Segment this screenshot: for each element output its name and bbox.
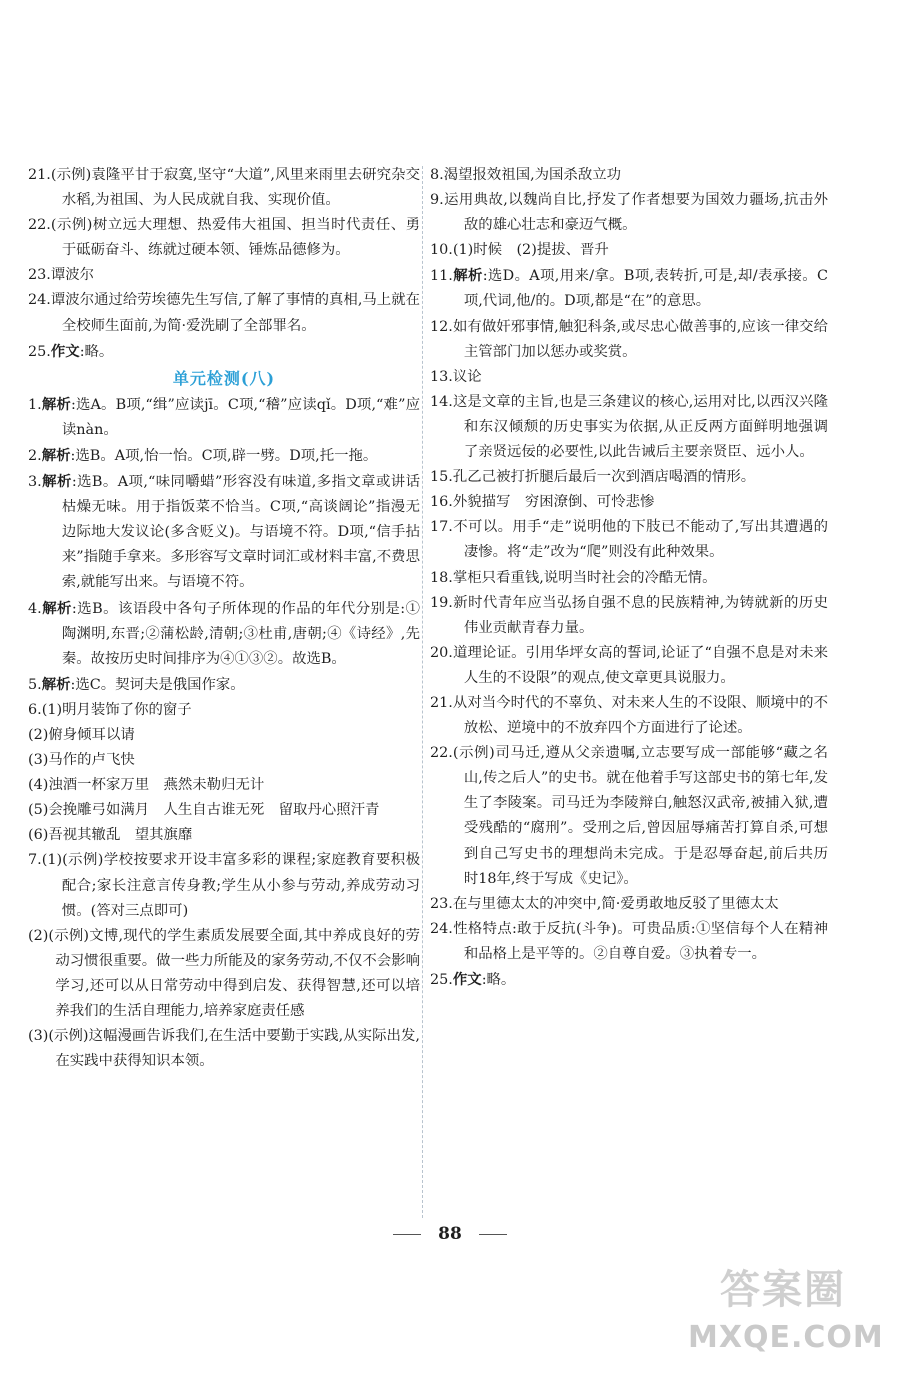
answer-number: 21. [28,167,51,183]
answer-text: (示例)树立远大理想、热爱伟大祖国、担当时代责任、勇于砥砺奋斗、练就过硬本领、锤炼品德修为。 [50,217,420,259]
answer-text: :选D。A项,用来/拿。B项,表转折,可是,却/表承接。C项,代词,他/的。D项,都是“在”的意思。 [463,268,828,310]
watermark-logo [688,1262,884,1380]
answer-item [28,773,420,798]
answer-number: 19. [430,594,453,611]
answer-text: :选B。A项,怡一怡。C项,辟一劈。D项,托一拖。 [70,447,378,464]
answer-number: 21. [430,694,453,711]
answer-item [430,465,828,490]
answer-text: (3)(示例)这幅漫画告诉我们,在生活中要勤于实践,从实际出发,在实践中获得知识本领。 [28,1028,420,1070]
answer-text: (示例)司马迁,遵从父亲遗嘱,立志要写成一部能够“藏之名山,传之后人”的史书。就在他着手写这部史书的第七年,发生了李陵案。司马迁为李陵辩白,触怒汉武帝,被捕入狱,遭受残酷的“腐刑”。受刑之后,曾因屈辱痛苦打算自杀,可想到自己写史书的理想尚未完成。于是忍辱奋起,前后共历时18年,终于写成《史记》。 [452,745,828,887]
answer-item [430,188,828,238]
left-column [28,163,420,1074]
watermark-url: MXQE.COM [688,1320,884,1355]
answer-item [430,163,828,188]
answer-text: 谭波尔 [50,267,95,284]
answer-keyword: 解析 [41,473,72,491]
answer-item [28,924,420,1024]
answer-number: 16. [430,494,453,511]
answer-item [430,566,828,591]
answer-number: 10. [430,242,453,259]
answer-keyword: 解析 [452,267,483,285]
answer-item [430,691,828,741]
answer-text: 新时代青年应当弘扬自强不息的民族精神,为铸就新的历史伟业贡献青春力量。 [452,594,828,636]
answer-text: (2)俯身倾耳以请 [28,726,135,743]
answer-number: 7. [28,852,42,869]
answer-number: 2. [28,447,42,464]
answer-item [430,238,828,263]
answer-text: 谭波尔通过给劳埃德先生写信,了解了事情的真相,马上就在全校师生面前,为简·爱洗刷了全部罪名。 [50,292,420,334]
answer-item [430,263,828,314]
answer-number: 22. [430,745,453,762]
question-6-answers [28,698,420,849]
answer-item [28,848,420,923]
right-column [430,163,828,993]
answer-text: (3)马作的卢飞快 [28,752,135,769]
answer-keyword: 作文 [50,342,80,360]
answer-text: :略。 [481,972,516,988]
answer-number: 23. [430,895,453,912]
answer-text: (1)(示例)学校按要求开设丰富多彩的课程;家庭教育要积极配合;家长注意言传身教;学生从小参与劳动,养成劳动习惯。(答对三点即可) [41,852,420,919]
answer-item [430,892,828,917]
answer-number: 14. [430,393,453,410]
answer-item [430,315,828,365]
answer-number: 25. [28,343,51,360]
answer-text: 议论 [452,368,482,385]
answer-text: :选B。A项,“味同嚼蜡”形容没有味道,多指文章或讲话枯燥无味。用于指饭菜不恰当。C项,“高谈阔论”指漫无边际地大发议论(多含贬义)。与语境不符。D项,“信手拈来”指随手拿来。多形容写文章时词汇或材料丰富,不费思索,就能写出来。与语境不符。 [61,474,420,591]
answer-number: 5. [28,676,42,693]
answer-number: 24. [28,292,51,309]
answer-number: 12. [430,318,453,335]
answer-text: 在与里德太太的冲突中,简·爱勇敢地反驳了里德太太 [452,895,779,912]
answer-number: 4. [28,600,42,617]
answer-text: 从对当今时代的不辜负、对未来人生的不设限、顺境中的不放松、逆境中的不放弃四个方面进行了论述。 [452,694,828,737]
answer-number: 25. [430,972,453,988]
answer-item [28,392,420,443]
answer-item [430,390,828,465]
answer-number: 9. [430,192,444,209]
answer-text: 不可以。用手“走”说明他的下肢已不能动了,写出其遭遇的凄惨。将“走”改为“爬”则没有此种效果。 [452,519,828,561]
answer-item [28,263,420,288]
answer-number: 11. [430,268,453,285]
question-7-answers [28,848,420,1074]
answer-item [28,213,420,263]
section-answer-list [28,392,420,698]
answer-text: 渴望报效祖国,为国杀敌立功 [443,167,621,183]
answer-item [430,490,828,515]
answer-keyword: 解析 [41,675,71,693]
answer-item [28,798,420,823]
section-title: 单元检测(八) [172,368,276,388]
answer-number: 13. [430,368,453,385]
answer-number: 15. [430,469,453,486]
answer-item [28,163,420,213]
answer-text: 外貌描写 穷困潦倒、可怜悲惨 [452,494,655,511]
answer-keyword: 解析 [41,446,71,464]
answer-item [28,288,420,338]
answer-text: (1)明月装饰了你的窗子 [41,701,192,718]
answer-number: 24. [430,920,453,937]
answer-number: 22. [28,217,51,234]
page-footer [0,1224,900,1244]
answer-item [430,365,828,390]
answer-text: :略。 [79,343,114,360]
answer-text: 这是文章的主旨,也是三条建议的核心,运用对比,以西汉兴隆和东汉倾颓的历史事实为依据,从正反两方面鲜明地强调了亲贤远佞的必要性,以此告诫后主要亲贤臣、远小人。 [452,393,828,461]
answer-item [28,339,420,365]
answer-text: (2)(示例)文博,现代的学生素质发展要全面,其中养成良好的劳动习惯很重要。做一些力所能及的家务劳动,不仅不会影响学习,还可以从日常劳动中得到启发、获得智慧,还可以培养我们的生活自理能力,培养家庭责任感 [28,927,420,1019]
answer-item [28,723,420,748]
column-divider [422,166,423,1218]
answer-keyword: 作文 [452,971,482,988]
answer-item [28,443,420,469]
answer-item [430,741,828,892]
right-answer-list [430,163,828,993]
answer-text: 孔乙己被打折腿后最后一次到酒店喝酒的情形。 [452,469,756,486]
answer-item [28,823,420,848]
answer-text: (4)浊酒一杯家万里 燕然未勒归无计 [28,777,265,794]
answer-item [28,1024,420,1074]
watermark-title: 答案圈 [720,1267,846,1313]
answer-text: (6)吾视其辙乱 望其旗靡 [28,827,193,844]
answer-number: 18. [430,569,453,586]
answer-text: 道理论证。引用华坪女高的誓词,论证了“自强不息是对未来人生的不设限”的观点,使文章更具说服力。 [452,644,828,686]
answer-text: :选B。该语段中各句子所体现的作品的年代分别是:①陶渊明,东晋;②蒲松龄,清朝;③杜甫,唐朝;④《诗经》,先秦。故按历史时间排序为④①③②。故选B。 [61,600,420,667]
answer-item [28,698,420,723]
answer-text: :选A。B项,“缉”应读jī。C项,“稽”应读qǐ。D项,“难”应读nàn。 [61,396,420,438]
answer-number: 1. [28,396,42,413]
answer-item [430,967,828,993]
answer-number: 20. [430,644,453,661]
answer-item [430,591,828,641]
answer-number: 3. [28,474,42,491]
answer-keyword: 解析 [41,599,72,617]
answer-text: 掌柜只看重钱,说明当时社会的冷酷无情。 [452,569,717,586]
answer-item [28,672,420,698]
answer-text: 运用典故,以魏尚自比,抒发了作者想要为国效力疆场,抗击外敌的雄心壮志和豪迈气概。 [443,192,828,234]
answer-keyword: 解析 [41,395,71,413]
answer-number: 8. [430,167,444,183]
answer-number: 17. [430,519,453,536]
footer-dash-right [479,1234,507,1235]
answer-item [28,596,420,672]
answer-item [430,515,828,565]
answer-text: (1)时候 (2)提拔、晋升 [452,242,609,259]
left-answer-list [28,163,420,365]
answer-item [28,748,420,773]
answer-text: (5)会挽雕弓如满月 人生自古谁无死 留取丹心照汗青 [28,802,380,819]
answer-text: :选C。契诃夫是俄国作家。 [70,676,245,693]
answer-text: (示例)袁隆平甘于寂寞,坚守“大道”,风里来雨里去研究杂交水稻,为祖国、为人民成就自我、实现价值。 [50,167,420,209]
answer-item [28,469,420,595]
answer-number: 23. [28,267,51,284]
answer-text: 性格特点:敢于反抗(斗争)。可贵品质:①坚信每个人在精神和品格上是平等的。②自尊自爱。③执着专一。 [452,920,828,962]
answer-item [430,917,828,967]
answer-item [430,641,828,691]
page-number: 88 [438,1224,462,1244]
footer-dash-left [393,1234,421,1235]
answer-text: 如有做奸邪事情,触犯科条,或尽忠心做善事的,应该一律交给主管部门加以惩办或奖赏。 [452,318,828,360]
answer-number: 6. [28,701,42,718]
